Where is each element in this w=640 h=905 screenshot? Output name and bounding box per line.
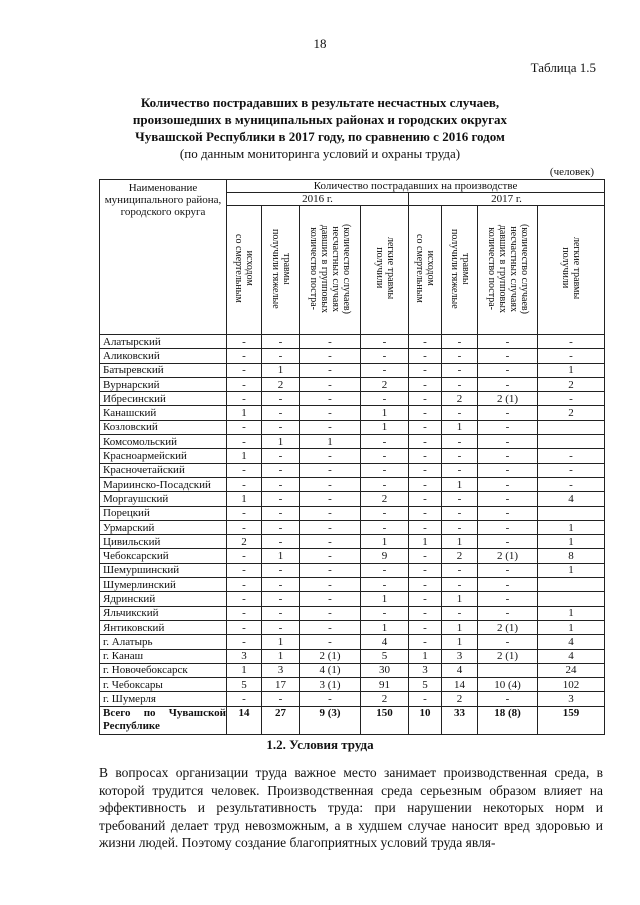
table-cell: - bbox=[442, 492, 478, 506]
table-cell: - bbox=[262, 692, 300, 706]
column-header-light-2016: получили легкие травмы bbox=[361, 206, 409, 335]
table-cell: - bbox=[227, 520, 262, 534]
row-name: Красноармейский bbox=[100, 449, 227, 463]
section-heading: 1.2. Условия труда bbox=[266, 737, 374, 752]
table-cell: 1 bbox=[409, 535, 442, 549]
table-cell: - bbox=[262, 463, 300, 477]
table-cell: 3 bbox=[262, 663, 300, 677]
table-cell: - bbox=[538, 349, 605, 363]
table-cell: - bbox=[300, 620, 361, 634]
table-cell: - bbox=[361, 349, 409, 363]
table-cell: - bbox=[300, 349, 361, 363]
row-name: Козловский bbox=[100, 420, 227, 434]
table-cell: - bbox=[227, 335, 262, 349]
row-name: Яльчикский bbox=[100, 606, 227, 620]
table-cell: - bbox=[361, 578, 409, 592]
row-name: Урмарский bbox=[100, 520, 227, 534]
table-cell: 5 bbox=[361, 649, 409, 663]
table-cell: - bbox=[478, 563, 538, 577]
table-cell: - bbox=[478, 449, 538, 463]
table-cell: 2 (1) bbox=[478, 392, 538, 406]
row-name: Аликовский bbox=[100, 349, 227, 363]
table-cell: 4 (1) bbox=[300, 663, 361, 677]
table-cell: 4 bbox=[538, 635, 605, 649]
row-name: Вурнарский bbox=[100, 377, 227, 391]
table-cell: - bbox=[478, 492, 538, 506]
table-cell: 30 bbox=[361, 663, 409, 677]
total-cell: 18 (8) bbox=[478, 706, 538, 734]
table-cell: 5 bbox=[227, 678, 262, 692]
table-cell: 1 bbox=[262, 635, 300, 649]
row-name: Ибресинский bbox=[100, 392, 227, 406]
table-cell: - bbox=[409, 578, 442, 592]
table-cell: - bbox=[361, 563, 409, 577]
table-cell: - bbox=[262, 563, 300, 577]
table-cell: 8 bbox=[538, 549, 605, 563]
table-cell: - bbox=[409, 506, 442, 520]
year-header-2017: 2017 г. bbox=[409, 193, 605, 206]
table-cell: 14 bbox=[442, 678, 478, 692]
year-header-2016: 2016 г. bbox=[227, 193, 409, 206]
table-cell: - bbox=[262, 620, 300, 634]
table-cell: - bbox=[409, 563, 442, 577]
row-name: Канашский bbox=[100, 406, 227, 420]
table-cell: - bbox=[262, 578, 300, 592]
table-cell: - bbox=[300, 377, 361, 391]
table-cell: - bbox=[361, 363, 409, 377]
table-cell: - bbox=[300, 549, 361, 563]
table-row bbox=[100, 349, 605, 363]
table-cell: - bbox=[361, 520, 409, 534]
table-cell: 24 bbox=[538, 663, 605, 677]
table-cell: - bbox=[227, 377, 262, 391]
table-cell: - bbox=[227, 463, 262, 477]
table-row bbox=[100, 620, 605, 634]
table-cell: 5 bbox=[409, 678, 442, 692]
table-cell: - bbox=[300, 420, 361, 434]
table-cell: 4 bbox=[538, 649, 605, 663]
table-cell: - bbox=[262, 477, 300, 491]
total-cell: 10 bbox=[409, 706, 442, 734]
table-label: Таблица 1.5 bbox=[530, 60, 596, 75]
table-cell: - bbox=[409, 420, 442, 434]
injury-table bbox=[99, 179, 605, 735]
table-cell: 2 (1) bbox=[478, 620, 538, 634]
column-header-light-2017: получили легкие травмы bbox=[538, 206, 605, 335]
table-row bbox=[100, 463, 605, 477]
table-cell: - bbox=[300, 535, 361, 549]
table-cell: - bbox=[442, 449, 478, 463]
table-cell: - bbox=[478, 520, 538, 534]
table-cell: - bbox=[300, 363, 361, 377]
table-cell: 1 bbox=[538, 535, 605, 549]
title-line: Чувашской Республики в 2017 году, по сравнению с 2016 годом bbox=[135, 129, 505, 144]
row-name: Чебоксарский bbox=[100, 549, 227, 563]
table-cell: 1 bbox=[538, 606, 605, 620]
column-header-group-2017: количество постра- давших в групповых несчастных случаях (количество случаев) bbox=[478, 206, 538, 335]
table-cell: 1 bbox=[538, 620, 605, 634]
body-paragraph: В вопросах организации труда важное место занимает производственная среда, в которой трудится человек. Производственная среда серьезным образом влияет на эффективность и результативность труда: при нарушении некоторых норм и требований делает труд невозможным, а в худшем случае наносит вред здоровью и жизни людей. Поэтому создание благоприятных условий труда явля- bbox=[99, 765, 603, 850]
table-cell: - bbox=[300, 506, 361, 520]
row-name: Батыревский bbox=[100, 363, 227, 377]
table-cell: - bbox=[262, 535, 300, 549]
table-cell: 1 bbox=[361, 535, 409, 549]
table-cell: - bbox=[262, 592, 300, 606]
table-cell: - bbox=[262, 506, 300, 520]
row-name: Комсомольский bbox=[100, 435, 227, 449]
table-row bbox=[100, 406, 605, 420]
table-cell: - bbox=[262, 335, 300, 349]
table-cell: 1 bbox=[442, 635, 478, 649]
total-label-line1: Всего по Чувашской bbox=[103, 706, 226, 719]
table-cell: 1 bbox=[262, 363, 300, 377]
table-cell: - bbox=[442, 406, 478, 420]
table-row bbox=[100, 492, 605, 506]
table-cell: 2 bbox=[538, 377, 605, 391]
row-name: г. Шумерля bbox=[100, 692, 227, 706]
table-row bbox=[100, 578, 605, 592]
table-cell: - bbox=[227, 692, 262, 706]
table-cell: - bbox=[478, 592, 538, 606]
table-cell: - bbox=[227, 435, 262, 449]
table-cell: - bbox=[262, 492, 300, 506]
table-cell: 1 bbox=[442, 620, 478, 634]
table-cell: 3 bbox=[409, 663, 442, 677]
table-cell: 1 bbox=[262, 649, 300, 663]
table-cell: 4 bbox=[361, 635, 409, 649]
table-cell: - bbox=[478, 477, 538, 491]
row-name: Моргаушский bbox=[100, 492, 227, 506]
table-cell: - bbox=[300, 335, 361, 349]
table-cell: - bbox=[442, 363, 478, 377]
table-row bbox=[100, 420, 605, 434]
table-row bbox=[100, 692, 605, 706]
table-cell: - bbox=[478, 535, 538, 549]
table-cell: - bbox=[442, 563, 478, 577]
table-cell: - bbox=[538, 477, 605, 491]
column-header-name: Наименование муниципального района, городского округа bbox=[100, 180, 227, 335]
table-cell: - bbox=[300, 463, 361, 477]
table-cell: 1 bbox=[227, 406, 262, 420]
table-cell: - bbox=[262, 406, 300, 420]
table-cell bbox=[538, 506, 605, 520]
table-cell: - bbox=[478, 692, 538, 706]
table-cell: - bbox=[409, 520, 442, 534]
table-cell: - bbox=[478, 578, 538, 592]
total-label-line2: Республике bbox=[103, 719, 160, 732]
table-cell: 1 bbox=[262, 435, 300, 449]
table-cell bbox=[538, 420, 605, 434]
table-cell: - bbox=[300, 563, 361, 577]
row-name: Янтиковский bbox=[100, 620, 227, 634]
table-cell: - bbox=[227, 606, 262, 620]
table-cell: 2 bbox=[538, 406, 605, 420]
table-row bbox=[100, 635, 605, 649]
row-name: Мариинско-Посадский bbox=[100, 477, 227, 491]
table-cell: - bbox=[227, 563, 262, 577]
table-cell: 1 bbox=[361, 592, 409, 606]
table-cell: 1 bbox=[538, 520, 605, 534]
table-row bbox=[100, 477, 605, 491]
table-cell: - bbox=[361, 506, 409, 520]
table-cell: - bbox=[409, 620, 442, 634]
table-cell: - bbox=[361, 463, 409, 477]
table-cell: - bbox=[361, 606, 409, 620]
table-cell: 1 bbox=[262, 549, 300, 563]
table-cell: - bbox=[409, 606, 442, 620]
table-cell bbox=[538, 435, 605, 449]
table-cell: - bbox=[478, 606, 538, 620]
table-cell: - bbox=[409, 392, 442, 406]
row-name: Шемуршинский bbox=[100, 563, 227, 577]
table-cell: - bbox=[442, 520, 478, 534]
table-cell: - bbox=[442, 463, 478, 477]
row-name: г. Новочебоксарск bbox=[100, 663, 227, 677]
table-cell: - bbox=[409, 363, 442, 377]
table-cell: - bbox=[361, 449, 409, 463]
table-cell: 4 bbox=[538, 492, 605, 506]
table-cell: 102 bbox=[538, 678, 605, 692]
table-row bbox=[100, 535, 605, 549]
table-cell: - bbox=[262, 449, 300, 463]
table-cell: 1 bbox=[361, 406, 409, 420]
table-cell: 17 bbox=[262, 678, 300, 692]
table-cell: - bbox=[227, 506, 262, 520]
table-row bbox=[100, 663, 605, 677]
table-cell: - bbox=[478, 335, 538, 349]
table-cell: 1 bbox=[361, 620, 409, 634]
table-cell: 4 bbox=[442, 663, 478, 677]
table-cell: 2 bbox=[442, 549, 478, 563]
table-cell: - bbox=[227, 392, 262, 406]
table-row bbox=[100, 649, 605, 663]
table-cell: - bbox=[300, 406, 361, 420]
table-row bbox=[100, 335, 605, 349]
total-cell: 27 bbox=[262, 706, 300, 734]
table-cell: 1 bbox=[442, 477, 478, 491]
table-cell: - bbox=[538, 335, 605, 349]
table-cell: - bbox=[300, 492, 361, 506]
table-cell: - bbox=[442, 506, 478, 520]
total-cell: 14 bbox=[227, 706, 262, 734]
table-cell: - bbox=[262, 420, 300, 434]
table-cell: 1 bbox=[227, 449, 262, 463]
table-cell: - bbox=[361, 392, 409, 406]
table-cell: 2 bbox=[361, 692, 409, 706]
table-cell: - bbox=[409, 477, 442, 491]
table-row bbox=[100, 392, 605, 406]
table-cell: 1 bbox=[227, 663, 262, 677]
table-cell: - bbox=[262, 392, 300, 406]
table-row bbox=[100, 592, 605, 606]
table-cell: - bbox=[409, 377, 442, 391]
row-name: Алатырский bbox=[100, 335, 227, 349]
table-cell: - bbox=[227, 477, 262, 491]
row-name: г. Чебоксары bbox=[100, 678, 227, 692]
table-cell: 2 (1) bbox=[478, 649, 538, 663]
table-cell: - bbox=[227, 635, 262, 649]
table-cell: - bbox=[409, 435, 442, 449]
table-cell: - bbox=[409, 335, 442, 349]
total-cell: 159 bbox=[538, 706, 605, 734]
table-cell: - bbox=[300, 578, 361, 592]
row-name: Порецкий bbox=[100, 506, 227, 520]
table-row bbox=[100, 435, 605, 449]
table-cell: - bbox=[538, 463, 605, 477]
table-cell: - bbox=[300, 606, 361, 620]
total-cell: 33 bbox=[442, 706, 478, 734]
table-cell: 1 bbox=[442, 420, 478, 434]
table-cell: - bbox=[442, 606, 478, 620]
table-cell: - bbox=[478, 363, 538, 377]
table-cell: - bbox=[227, 420, 262, 434]
table-cell: - bbox=[300, 635, 361, 649]
table-cell: 2 bbox=[442, 392, 478, 406]
row-name: Шумерлинский bbox=[100, 578, 227, 592]
table-cell: - bbox=[227, 592, 262, 606]
table-cell: 1 bbox=[361, 420, 409, 434]
table-cell: - bbox=[442, 335, 478, 349]
table-cell: - bbox=[442, 578, 478, 592]
table-cell: - bbox=[300, 592, 361, 606]
table-title bbox=[60, 94, 580, 145]
table-body bbox=[100, 335, 605, 707]
table-cell: - bbox=[409, 406, 442, 420]
table-cell: 2 bbox=[361, 492, 409, 506]
table-cell: - bbox=[409, 349, 442, 363]
table-cell: - bbox=[478, 420, 538, 434]
table-cell: - bbox=[300, 392, 361, 406]
total-row-name bbox=[100, 706, 227, 734]
table-cell bbox=[538, 578, 605, 592]
table-cell: - bbox=[409, 692, 442, 706]
table-cell: 1 bbox=[442, 535, 478, 549]
row-name: г. Канаш bbox=[100, 649, 227, 663]
table-cell: - bbox=[227, 349, 262, 363]
table-row bbox=[100, 549, 605, 563]
column-group-header: Количество пострадавших на производстве bbox=[227, 180, 605, 193]
unit-label: (человек) bbox=[549, 166, 594, 178]
table-cell: - bbox=[478, 406, 538, 420]
table-cell: 2 (1) bbox=[300, 649, 361, 663]
table-cell: - bbox=[409, 449, 442, 463]
table-cell: 91 bbox=[361, 678, 409, 692]
total-cell: 9 (3) bbox=[300, 706, 361, 734]
table-cell: 1 bbox=[538, 363, 605, 377]
table-cell: - bbox=[478, 377, 538, 391]
table-row bbox=[100, 606, 605, 620]
table-cell: - bbox=[442, 435, 478, 449]
column-header-group-2016: количество постра- давших в групповых несчастных случаях (количество случаев) bbox=[300, 206, 361, 335]
table-cell: - bbox=[300, 520, 361, 534]
table-cell: 2 (1) bbox=[478, 549, 538, 563]
table-cell: 3 bbox=[538, 692, 605, 706]
table-cell: - bbox=[409, 592, 442, 606]
table-cell: 1 bbox=[300, 435, 361, 449]
table-cell: - bbox=[262, 349, 300, 363]
table-cell: 2 bbox=[361, 377, 409, 391]
table-cell: - bbox=[300, 477, 361, 491]
table-cell: 1 bbox=[442, 592, 478, 606]
table-cell: 3 bbox=[442, 649, 478, 663]
table-cell: 3 bbox=[227, 649, 262, 663]
table-cell: - bbox=[227, 620, 262, 634]
table-cell: - bbox=[361, 477, 409, 491]
table-cell: 1 bbox=[409, 649, 442, 663]
table-cell: 2 bbox=[227, 535, 262, 549]
table-row bbox=[100, 563, 605, 577]
table-cell: - bbox=[409, 492, 442, 506]
table-cell: - bbox=[478, 635, 538, 649]
table-row bbox=[100, 449, 605, 463]
table-cell: - bbox=[478, 463, 538, 477]
table-cell: - bbox=[409, 635, 442, 649]
table-row bbox=[100, 520, 605, 534]
table-cell: 9 bbox=[361, 549, 409, 563]
title-line: произошедших в муниципальных районах и городских округах bbox=[132, 112, 508, 127]
table-cell: - bbox=[409, 463, 442, 477]
table-cell: - bbox=[227, 363, 262, 377]
table-cell: 1 bbox=[227, 492, 262, 506]
table-cell: - bbox=[300, 692, 361, 706]
table-cell: - bbox=[227, 578, 262, 592]
table-row bbox=[100, 363, 605, 377]
table-cell: - bbox=[361, 335, 409, 349]
table-cell: 2 bbox=[442, 692, 478, 706]
table-cell: 3 (1) bbox=[300, 678, 361, 692]
table-cell bbox=[478, 663, 538, 677]
row-name: Красночетайский bbox=[100, 463, 227, 477]
title-line: Количество пострадавших в результате несчастных случаев, bbox=[140, 95, 500, 110]
table-cell bbox=[538, 592, 605, 606]
column-header-severe-2016: получили тяжелые травмы bbox=[262, 206, 300, 335]
table-total-row bbox=[100, 706, 605, 734]
table-cell: - bbox=[409, 549, 442, 563]
table-cell: - bbox=[442, 349, 478, 363]
table-cell: - bbox=[478, 349, 538, 363]
table-cell: 2 bbox=[262, 377, 300, 391]
row-name: Цивильский bbox=[100, 535, 227, 549]
table-cell: 10 (4) bbox=[478, 678, 538, 692]
column-header-severe-2017: получили тяжелые травмы bbox=[442, 206, 478, 335]
table-row bbox=[100, 506, 605, 520]
table-cell: - bbox=[361, 435, 409, 449]
table-cell: - bbox=[300, 449, 361, 463]
table-row bbox=[100, 678, 605, 692]
table-cell: - bbox=[478, 435, 538, 449]
table-row bbox=[100, 377, 605, 391]
row-name: Ядринский bbox=[100, 592, 227, 606]
table-cell: - bbox=[442, 377, 478, 391]
total-cell: 150 bbox=[361, 706, 409, 734]
table-cell: - bbox=[478, 506, 538, 520]
table-cell: - bbox=[538, 392, 605, 406]
table-cell: - bbox=[227, 549, 262, 563]
column-header-fatal-2017: со смертельным исходом bbox=[409, 206, 442, 335]
page-number: 18 bbox=[313, 36, 327, 51]
column-header-fatal-2016: со смертельным исходом bbox=[227, 206, 262, 335]
table-cell: - bbox=[538, 449, 605, 463]
table-cell: - bbox=[262, 520, 300, 534]
row-name: г. Алатырь bbox=[100, 635, 227, 649]
table-subtitle: (по данным мониторинга условий и охраны труда) bbox=[179, 146, 461, 161]
table-cell: 1 bbox=[538, 563, 605, 577]
table-cell: - bbox=[262, 606, 300, 620]
